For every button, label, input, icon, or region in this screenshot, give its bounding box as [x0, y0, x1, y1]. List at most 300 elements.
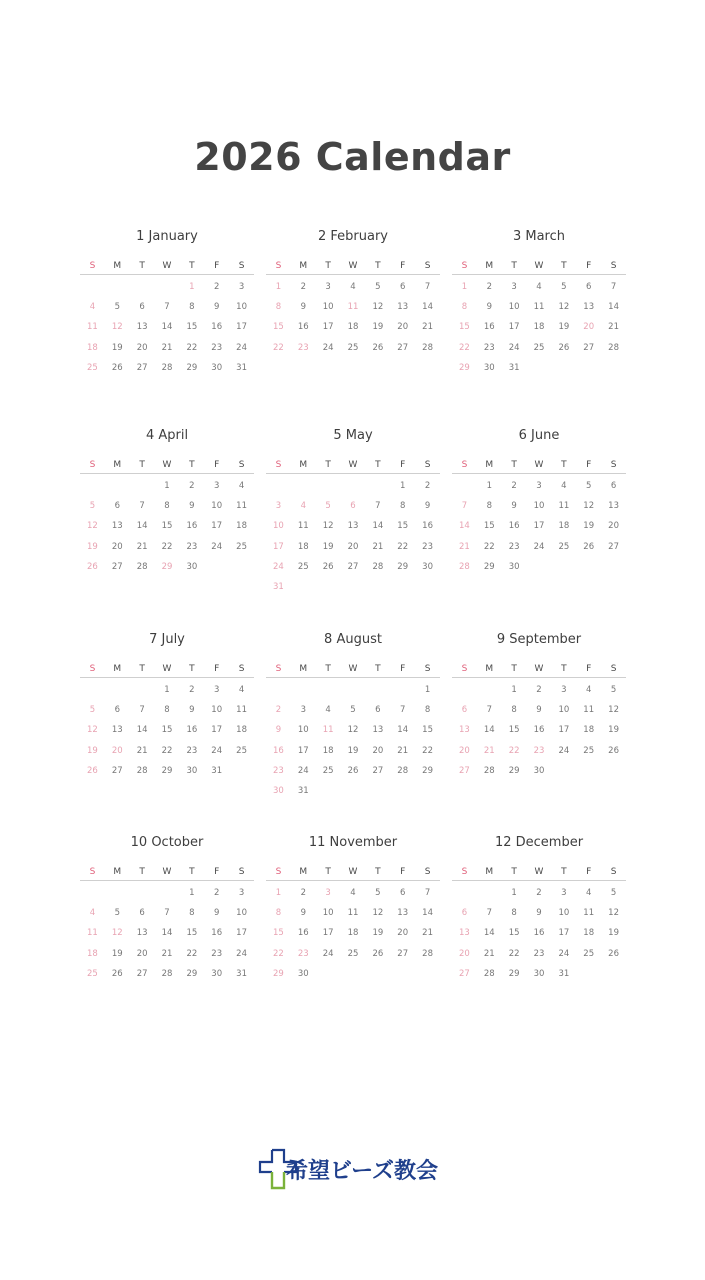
day-cell: 2	[536, 888, 542, 898]
day-cell: 22	[397, 541, 409, 552]
day-cell: 18	[87, 948, 98, 959]
day-cell: 5	[89, 501, 96, 512]
day-cell: 29	[161, 765, 173, 776]
day-cell: 24	[211, 745, 223, 756]
weekday-label: S	[89, 261, 96, 271]
weekday-label: F	[400, 664, 406, 674]
day-cell: 19	[322, 541, 334, 552]
day-cell: 16	[211, 322, 223, 333]
weekday-label: W	[348, 261, 358, 271]
weekday-header	[266, 660, 440, 678]
day-cell: 4	[536, 282, 542, 292]
day-cell: 13	[583, 302, 595, 313]
weekday-label: F	[586, 664, 592, 674]
weekday-label: T	[375, 460, 381, 470]
weekday-label: T	[139, 867, 145, 877]
weekday-label: T	[375, 664, 381, 674]
weekday-label: S	[424, 460, 431, 470]
day-cell: 18	[533, 322, 545, 333]
day-cell: 6	[114, 705, 120, 716]
day-cell: 23	[533, 745, 545, 756]
day-cell: 17	[297, 745, 309, 756]
day-cell: 7	[164, 302, 170, 313]
day-cell: 4	[350, 282, 356, 292]
weekday-label: T	[511, 460, 517, 470]
weekday-label: M	[485, 867, 494, 877]
weekday-label: W	[162, 867, 172, 877]
day-cell: 24	[236, 948, 247, 959]
day-cell: 9	[189, 705, 195, 716]
day-cell: 7	[461, 501, 468, 512]
day-grid	[266, 680, 440, 801]
weekday-label: W	[534, 261, 544, 271]
day-cell: 9	[300, 302, 306, 313]
day-cell: 20	[397, 928, 409, 939]
day-cell: 1	[486, 481, 492, 491]
day-cell: 13	[397, 908, 409, 919]
weekday-label: T	[189, 460, 195, 470]
day-cell: 7	[610, 282, 617, 292]
weekday-label: T	[139, 460, 145, 470]
weekday-header	[266, 456, 440, 474]
weekday-header	[80, 863, 254, 881]
day-cell: 11	[533, 302, 545, 313]
day-cell: 13	[608, 501, 619, 512]
weekday-label: S	[461, 664, 468, 674]
day-cell: 3	[275, 501, 282, 512]
day-cell: 16	[186, 725, 198, 736]
day-cell: 3	[300, 705, 306, 716]
day-cell: 4	[561, 481, 567, 491]
day-cell: 8	[275, 908, 282, 919]
day-cell: 18	[87, 342, 98, 353]
day-cell: 8	[511, 908, 517, 919]
day-cell: 28	[161, 362, 173, 373]
weekday-label: M	[113, 867, 122, 877]
day-cell: 14	[136, 521, 148, 532]
day-cell: 6	[375, 705, 381, 716]
day-cell: 14	[483, 725, 495, 736]
day-cell: 9	[214, 908, 220, 919]
day-cell: 22	[459, 342, 470, 353]
day-cell: 23	[186, 745, 198, 756]
day-cell: 28	[136, 561, 148, 572]
day-cell: 27	[347, 561, 359, 572]
day-cell: 8	[189, 302, 195, 313]
day-cell: 14	[372, 521, 384, 532]
weekday-label: M	[299, 261, 308, 271]
day-grid	[80, 277, 254, 378]
day-cell: 5	[350, 705, 356, 716]
weekday-header	[266, 863, 440, 881]
day-grid	[80, 883, 254, 984]
day-cell: 5	[375, 282, 381, 292]
day-cell: 12	[608, 705, 619, 716]
weekday-label: S	[610, 867, 617, 877]
weekday-header	[452, 456, 626, 474]
day-cell: 30	[483, 362, 495, 373]
day-cell: 26	[583, 541, 595, 552]
weekday-label: S	[461, 261, 468, 271]
day-cell: 24	[508, 342, 520, 353]
day-cell: 13	[111, 521, 123, 532]
day-cell: 4	[586, 888, 592, 898]
weekday-label: M	[113, 460, 122, 470]
day-cell: 21	[483, 745, 495, 756]
day-cell: 8	[424, 705, 431, 716]
day-cell: 18	[322, 745, 334, 756]
day-cell: 19	[111, 342, 123, 353]
day-cell: 30	[422, 561, 433, 572]
day-cell: 20	[397, 322, 409, 333]
day-cell: 23	[297, 948, 309, 959]
day-cell: 11	[322, 725, 334, 736]
day-grid	[266, 883, 440, 984]
day-cell: 27	[136, 968, 148, 979]
day-cell: 14	[161, 322, 173, 333]
day-cell: 20	[459, 745, 470, 756]
day-cell: 17	[236, 322, 247, 333]
month-block	[266, 427, 440, 597]
day-cell: 30	[533, 765, 545, 776]
day-cell: 23	[211, 342, 223, 353]
day-cell: 24	[297, 765, 309, 776]
weekday-label: T	[325, 261, 331, 271]
page-title: 2026 Calendar	[194, 135, 511, 179]
weekday-label: T	[561, 460, 567, 470]
day-cell: 23	[211, 948, 223, 959]
weekday-label: S	[461, 867, 468, 877]
day-cell: 7	[139, 501, 145, 512]
day-cell: 24	[273, 561, 284, 572]
weekday-label: T	[189, 664, 195, 674]
weekday-label: S	[424, 867, 431, 877]
day-cell: 16	[508, 521, 520, 532]
month-block	[452, 631, 626, 781]
day-cell: 11	[347, 908, 359, 919]
day-cell: 9	[214, 302, 220, 313]
day-grid	[452, 680, 626, 781]
day-grid	[80, 680, 254, 781]
day-cell: 7	[139, 705, 145, 716]
day-cell: 13	[459, 725, 470, 736]
month-name: 8 August	[324, 632, 382, 647]
day-cell: 19	[87, 745, 98, 756]
day-cell: 28	[397, 765, 409, 776]
day-cell: 9	[536, 705, 542, 716]
weekday-label: W	[534, 664, 544, 674]
day-cell: 12	[347, 725, 359, 736]
day-cell: 18	[583, 725, 595, 736]
day-cell: 12	[608, 908, 619, 919]
day-cell: 27	[111, 765, 123, 776]
day-cell: 2	[214, 282, 220, 292]
day-cell: 1	[511, 685, 517, 695]
month-name: 3 March	[512, 229, 566, 244]
day-cell: 28	[422, 342, 433, 353]
weekday-label: F	[214, 664, 220, 674]
day-cell: 26	[608, 745, 619, 756]
day-cell: 25	[87, 362, 98, 373]
day-cell: 30	[273, 785, 284, 796]
day-cell: 1	[164, 481, 170, 491]
day-cell: 28	[483, 765, 495, 776]
day-cell: 27	[136, 362, 148, 373]
day-cell: 6	[610, 481, 617, 491]
day-cell: 17	[211, 521, 223, 532]
day-cell: 4	[89, 302, 96, 313]
month-block	[266, 228, 440, 358]
weekday-label: T	[189, 261, 195, 271]
day-cell: 17	[558, 928, 570, 939]
day-cell: 21	[161, 342, 173, 353]
day-cell: 5	[375, 888, 381, 898]
day-cell: 28	[422, 948, 433, 959]
day-cell: 16	[422, 521, 433, 532]
day-cell: 13	[372, 725, 384, 736]
day-cell: 15	[186, 928, 198, 939]
day-cell: 23	[297, 342, 309, 353]
weekday-label: S	[461, 460, 468, 470]
day-cell: 24	[211, 541, 223, 552]
month-name: 9 September	[496, 632, 582, 647]
day-cell: 10	[211, 501, 223, 512]
day-cell: 5	[586, 481, 592, 491]
day-grid	[452, 883, 626, 984]
day-cell: 3	[214, 481, 220, 491]
day-cell: 12	[372, 302, 384, 313]
month-name: 1 January	[136, 229, 198, 244]
day-cell: 21	[608, 322, 619, 333]
day-cell: 28	[136, 765, 148, 776]
weekday-label: S	[424, 664, 431, 674]
day-cell: 17	[558, 725, 570, 736]
weekday-label: W	[348, 664, 358, 674]
day-cell: 8	[461, 302, 468, 313]
day-cell: 8	[400, 501, 406, 512]
day-cell: 15	[161, 521, 173, 532]
weekday-label: W	[162, 261, 172, 271]
day-cell: 29	[459, 362, 470, 373]
day-cell: 14	[397, 725, 409, 736]
day-cell: 18	[236, 725, 247, 736]
day-cell: 22	[186, 342, 198, 353]
day-cell: 27	[459, 765, 470, 776]
day-cell: 23	[533, 948, 545, 959]
day-cell: 16	[297, 928, 309, 939]
day-grid	[452, 277, 626, 378]
month-name: 2 February	[317, 229, 388, 244]
day-cell: 25	[533, 342, 545, 353]
day-cell: 25	[87, 968, 98, 979]
day-cell: 13	[347, 521, 359, 532]
day-cell: 10	[508, 302, 520, 313]
day-cell: 16	[211, 928, 223, 939]
day-cell: 9	[189, 501, 195, 512]
day-cell: 4	[586, 685, 592, 695]
day-cell: 15	[508, 928, 520, 939]
day-cell: 11	[236, 501, 247, 512]
day-grid	[452, 476, 626, 577]
day-cell: 29	[422, 765, 433, 776]
day-cell: 9	[300, 908, 306, 919]
day-cell: 26	[111, 968, 123, 979]
day-cell: 18	[347, 928, 359, 939]
weekday-label: T	[561, 867, 567, 877]
day-cell: 26	[372, 948, 384, 959]
day-cell: 9	[424, 501, 431, 512]
weekday-label: T	[139, 261, 145, 271]
day-cell: 19	[608, 725, 619, 736]
day-cell: 4	[300, 501, 306, 512]
day-cell: 15	[483, 521, 495, 532]
day-cell: 3	[561, 888, 567, 898]
weekday-label: S	[238, 460, 245, 470]
weekday-header	[80, 660, 254, 678]
day-cell: 4	[89, 908, 96, 919]
weekday-label: F	[214, 460, 220, 470]
day-cell: 17	[236, 928, 247, 939]
day-cell: 20	[136, 948, 148, 959]
day-cell: 2	[300, 888, 306, 898]
day-cell: 26	[87, 765, 98, 776]
day-cell: 3	[511, 282, 517, 292]
day-cell: 11	[87, 322, 98, 333]
day-cell: 17	[533, 521, 545, 532]
day-cell: 4	[325, 705, 331, 716]
day-cell: 28	[372, 561, 384, 572]
day-cell: 15	[273, 322, 284, 333]
day-cell: 6	[350, 501, 356, 512]
day-cell: 20	[136, 342, 148, 353]
day-cell: 11	[583, 908, 595, 919]
day-cell: 8	[164, 705, 170, 716]
day-cell: 8	[189, 908, 195, 919]
day-cell: 22	[273, 948, 284, 959]
day-cell: 21	[372, 541, 384, 552]
weekday-header	[80, 257, 254, 275]
day-cell: 6	[139, 908, 145, 919]
day-cell: 21	[161, 948, 173, 959]
weekday-label: S	[89, 664, 96, 674]
day-cell: 31	[558, 968, 570, 979]
day-cell: 22	[273, 342, 284, 353]
weekday-label: M	[113, 664, 122, 674]
day-cell: 22	[508, 948, 520, 959]
day-cell: 1	[511, 888, 517, 898]
weekday-label: T	[139, 664, 145, 674]
day-cell: 3	[214, 685, 220, 695]
day-cell: 3	[325, 888, 331, 898]
weekday-label: F	[214, 261, 220, 271]
day-cell: 12	[87, 725, 98, 736]
day-cell: 25	[322, 765, 334, 776]
day-cell: 25	[347, 342, 359, 353]
day-cell: 2	[189, 481, 195, 491]
weekday-label: T	[375, 867, 381, 877]
day-cell: 4	[238, 481, 245, 491]
day-cell: 23	[186, 541, 198, 552]
month-name: 10 October	[130, 835, 204, 850]
day-cell: 2	[486, 282, 492, 292]
day-cell: 31	[236, 968, 247, 979]
day-cell: 14	[161, 928, 173, 939]
day-cell: 20	[111, 541, 123, 552]
day-cell: 27	[583, 342, 595, 353]
day-cell: 27	[397, 948, 409, 959]
weekday-label: W	[162, 664, 172, 674]
day-cell: 25	[236, 541, 247, 552]
day-cell: 6	[400, 282, 406, 292]
weekday-label: F	[586, 261, 592, 271]
day-cell: 26	[558, 342, 570, 353]
day-cell: 30	[508, 561, 520, 572]
month-block	[80, 228, 254, 378]
day-cell: 30	[186, 561, 198, 572]
day-cell: 25	[236, 745, 247, 756]
day-cell: 5	[561, 282, 567, 292]
weekday-label: S	[610, 460, 617, 470]
month-name: 11 November	[308, 835, 398, 850]
day-cell: 23	[422, 541, 433, 552]
day-cell: 27	[111, 561, 123, 572]
day-grid	[266, 476, 440, 597]
day-cell: 27	[608, 541, 619, 552]
day-cell: 7	[486, 908, 492, 919]
day-cell: 18	[347, 322, 359, 333]
day-cell: 20	[583, 322, 595, 333]
day-cell: 17	[322, 928, 334, 939]
day-cell: 18	[297, 541, 309, 552]
day-cell: 30	[211, 968, 223, 979]
weekday-label: S	[89, 460, 96, 470]
weekday-label: F	[214, 867, 220, 877]
day-cell: 19	[347, 745, 359, 756]
day-cell: 10	[236, 908, 247, 919]
weekday-label: M	[299, 867, 308, 877]
day-cell: 13	[111, 725, 123, 736]
day-cell: 16	[483, 322, 495, 333]
day-cell: 16	[273, 745, 284, 756]
day-cell: 6	[461, 908, 468, 919]
weekday-label: T	[375, 261, 381, 271]
weekday-label: T	[325, 460, 331, 470]
weekday-header	[266, 257, 440, 275]
weekday-label: T	[511, 867, 517, 877]
day-cell: 25	[347, 948, 359, 959]
day-cell: 24	[533, 541, 545, 552]
day-cell: 10	[322, 908, 334, 919]
day-cell: 11	[87, 928, 98, 939]
day-cell: 2	[536, 685, 542, 695]
day-cell: 24	[236, 342, 247, 353]
day-cell: 26	[608, 948, 619, 959]
month-name: 6 June	[518, 428, 560, 443]
month-block	[266, 631, 440, 801]
day-cell: 25	[558, 541, 570, 552]
weekday-label: S	[275, 867, 282, 877]
day-cell: 8	[486, 501, 492, 512]
day-cell: 9	[536, 908, 542, 919]
weekday-label: S	[89, 867, 96, 877]
weekday-label: W	[348, 867, 358, 877]
day-cell: 26	[347, 765, 359, 776]
day-cell: 2	[300, 282, 306, 292]
day-cell: 3	[561, 685, 567, 695]
day-cell: 15	[508, 725, 520, 736]
day-grid	[266, 277, 440, 358]
weekday-label: S	[238, 867, 245, 877]
